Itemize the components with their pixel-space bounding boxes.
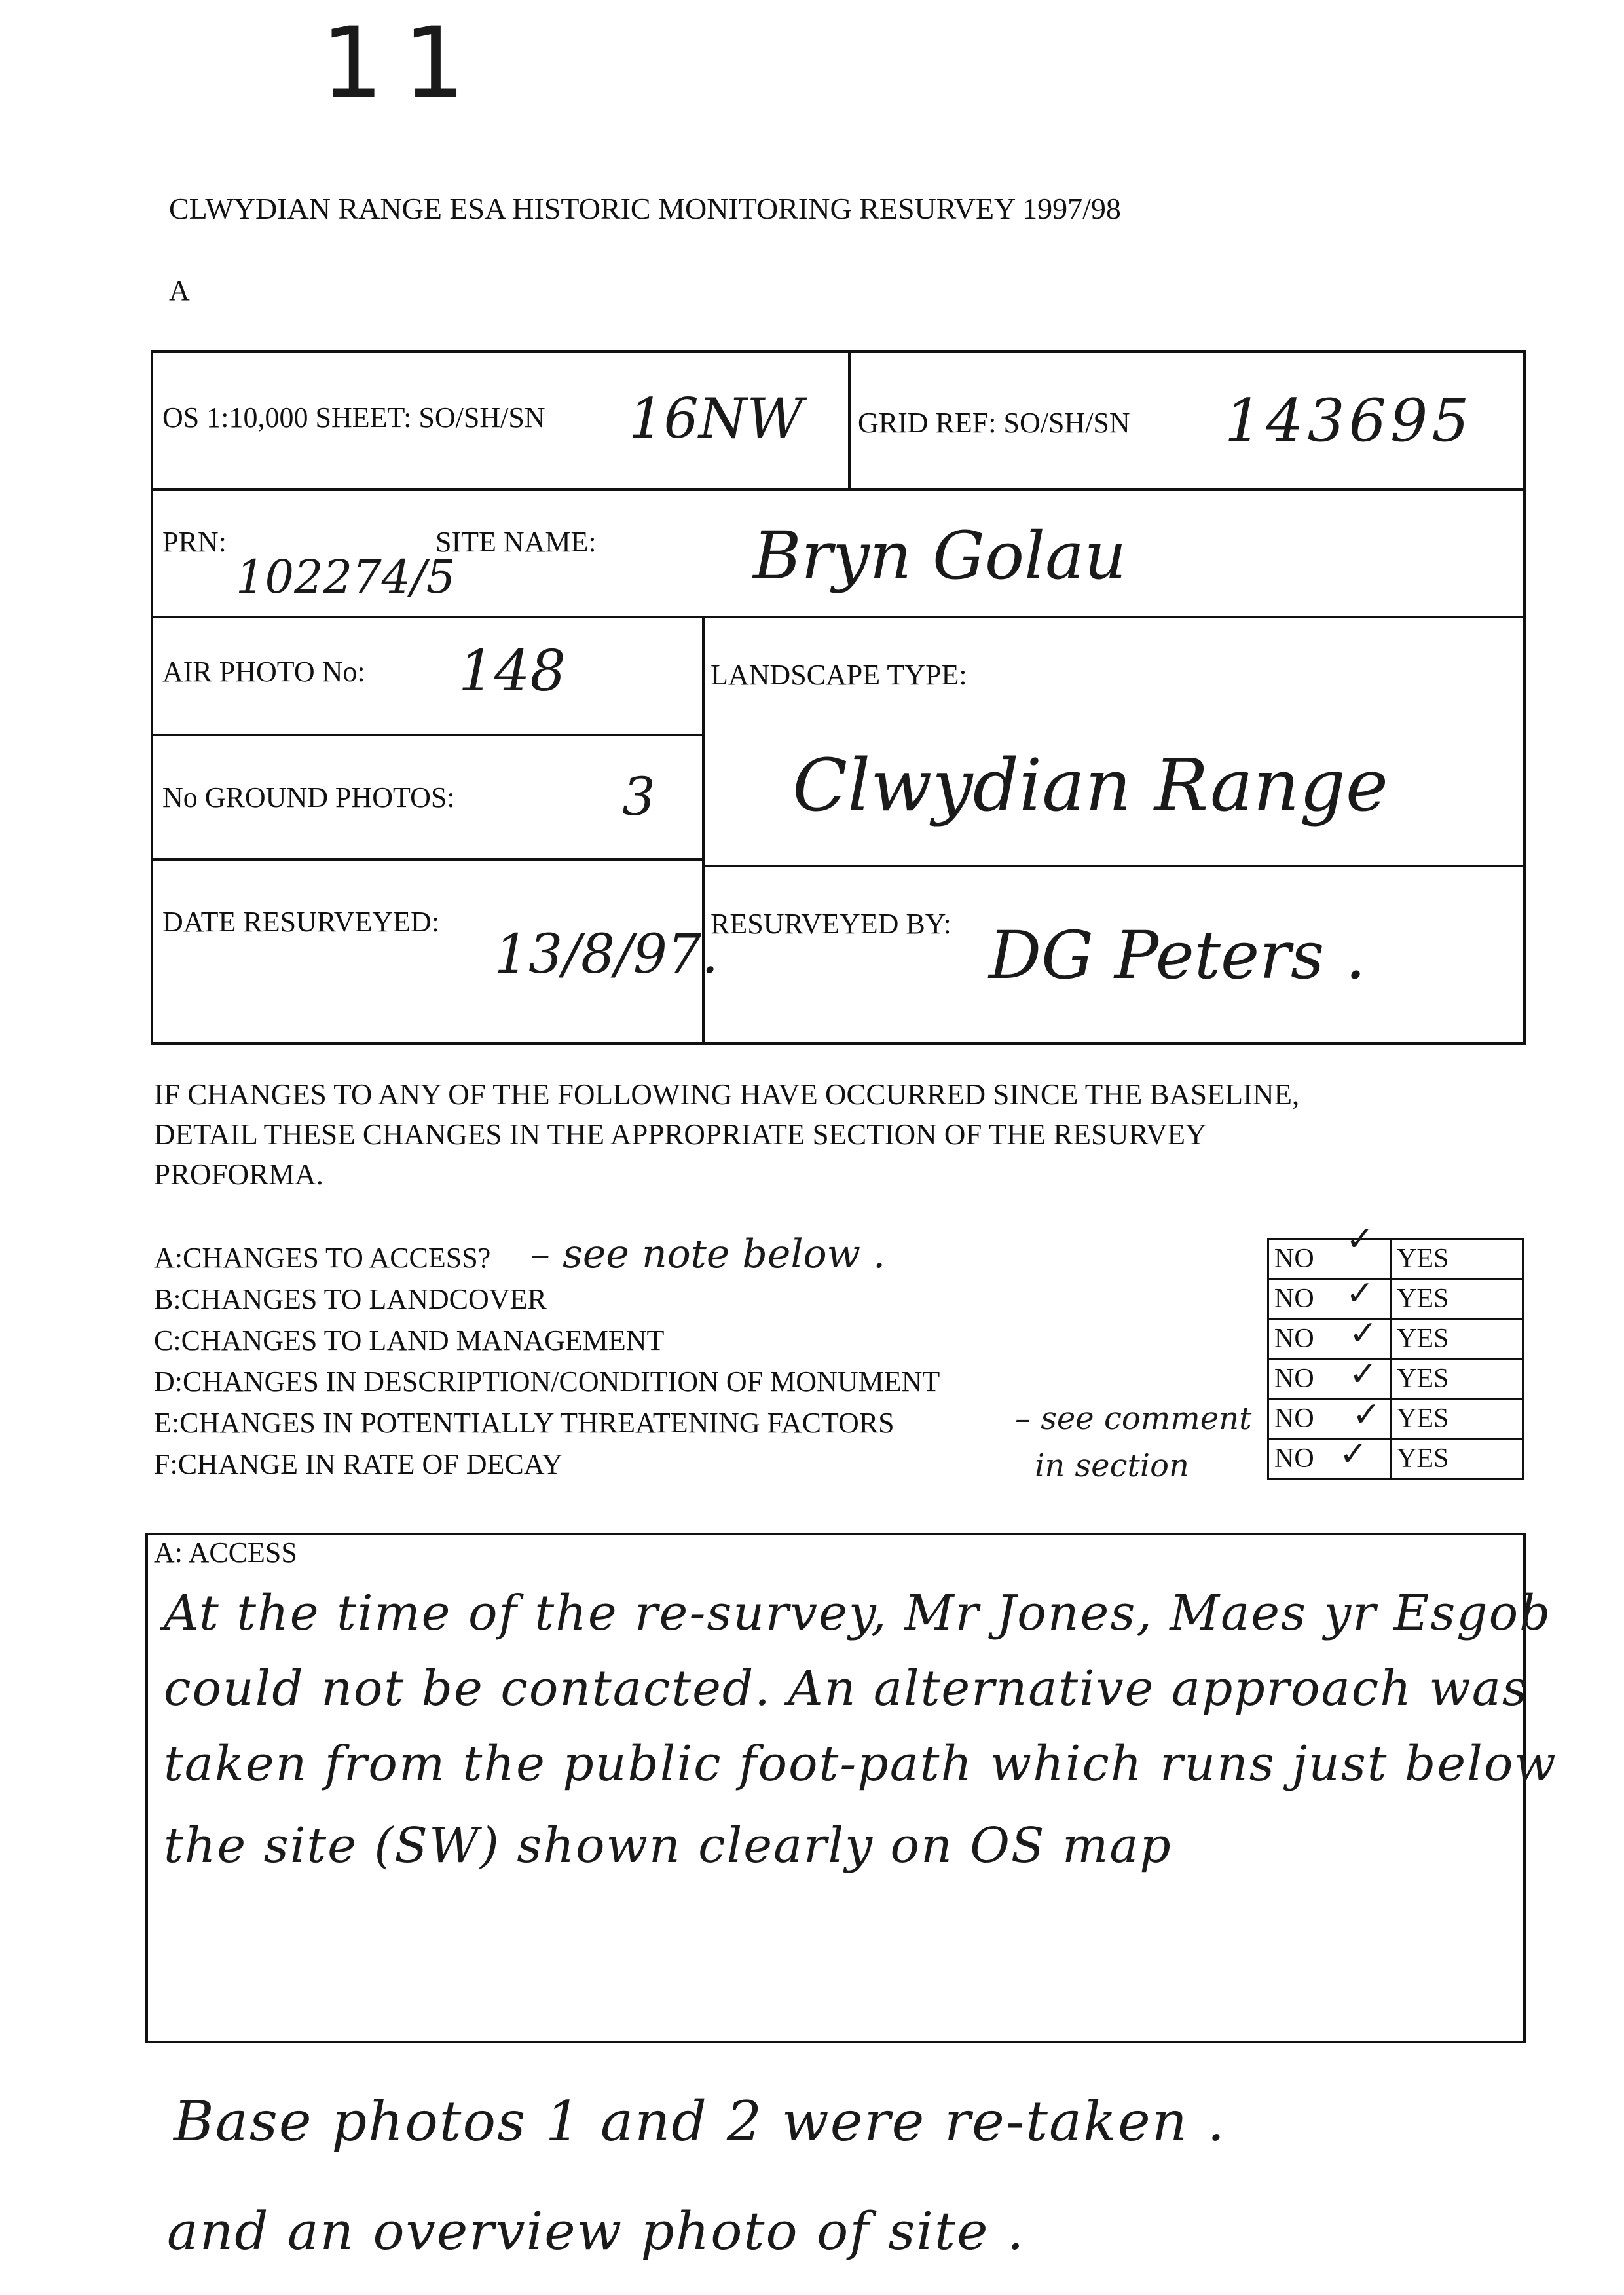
change-e-note: – see comment — [1015, 1400, 1252, 1437]
instruction-line-2: DETAIL THESE CHANGES IN THE APPROPRIATE SECTION OF THE RESURVEY — [154, 1118, 1207, 1151]
air-photo-label: AIR PHOTO No: — [162, 656, 365, 688]
date-resurveyed-label: DATE RESURVEYED: — [162, 906, 440, 938]
site-name-value: Bryn Golau — [753, 517, 1127, 594]
change-b-tick: ✓ — [1346, 1274, 1375, 1313]
footer-note-1: Base photos 1 and 2 were re-taken . — [174, 2089, 1227, 2154]
change-d-tick: ✓ — [1349, 1354, 1378, 1394]
access-line-3: taken from the public foot-path which runs just below — [164, 1736, 1557, 1792]
change-f-note: in section — [1035, 1447, 1189, 1484]
access-line-2: could not be contacted. An alternative approach was — [164, 1660, 1528, 1717]
os-sheet-label: OS 1:10,000 SHEET: SO/SH/SN — [162, 401, 545, 434]
landscape-type-label: LANDSCAPE TYPE: — [710, 659, 967, 691]
change-f-tick: ✓ — [1339, 1434, 1368, 1474]
change-b-yes[interactable]: YES — [1390, 1278, 1524, 1320]
prn-label: PRN: — [162, 526, 227, 558]
change-a-note: – see note below . — [530, 1231, 886, 1277]
resurveyed-by-label: RESURVEYED BY: — [710, 908, 951, 940]
change-c-label: C:CHANGES TO LAND MANAGEMENT — [154, 1324, 665, 1356]
ground-photos-value: 3 — [622, 766, 655, 827]
change-a-tick: ✓ — [1346, 1220, 1375, 1259]
change-e-yes[interactable]: YES — [1390, 1398, 1524, 1440]
change-c-no[interactable]: NO — [1267, 1318, 1392, 1360]
corner-mark: 11 — [321, 7, 485, 121]
instruction-line-3: PROFORMA. — [154, 1158, 323, 1191]
change-b-no[interactable]: NO — [1267, 1278, 1392, 1320]
date-resurveyed-value: 13/8/97. — [494, 924, 719, 986]
change-f-yes[interactable]: YES — [1390, 1438, 1524, 1480]
grid-ref-value: 143695 — [1225, 386, 1473, 455]
site-name-label: SITE NAME: — [435, 526, 597, 558]
change-d-yes[interactable]: YES — [1390, 1358, 1524, 1400]
change-e-no[interactable]: NO — [1267, 1398, 1392, 1440]
footer-note-2: and an overview photo of site . — [167, 2201, 1025, 2262]
change-e-label: E:CHANGES IN POTENTIALLY THREATENING FACTORS — [154, 1407, 895, 1439]
air-photo-value: 148 — [458, 639, 566, 704]
change-c-yes[interactable]: YES — [1390, 1318, 1524, 1360]
instruction-line-1: IF CHANGES TO ANY OF THE FOLLOWING HAVE OCCURRED SINCE THE BASELINE, — [154, 1078, 1300, 1111]
change-c-tick: ✓ — [1349, 1314, 1378, 1353]
os-sheet-value: 16NW — [629, 386, 803, 451]
grid-ref-label: GRID REF: SO/SH/SN — [858, 407, 1130, 439]
change-f-label: F:CHANGE IN RATE OF DECAY — [154, 1448, 563, 1480]
form-title: CLWYDIAN RANGE ESA HISTORIC MONITORING RESURVEY 1997/98 — [169, 192, 1121, 225]
resurveyed-by-value: DG Peters . — [989, 917, 1366, 994]
change-e-tick: ✓ — [1352, 1395, 1381, 1434]
change-a-no[interactable]: NO — [1267, 1238, 1392, 1280]
access-line-1: At the time of the re-survey, Mr Jones, Maes yr Esgob — [164, 1585, 1552, 1641]
change-a-label: A:CHANGES TO ACCESS? — [154, 1242, 491, 1274]
section-letter: A — [169, 274, 190, 307]
landscape-type-value: Clwydian Range — [792, 743, 1388, 827]
change-a-yes[interactable]: YES — [1390, 1238, 1524, 1280]
change-f-no[interactable]: NO — [1267, 1438, 1392, 1480]
change-d-label: D:CHANGES IN DESCRIPTION/CONDITION OF MONUMENT — [154, 1366, 940, 1398]
ground-photos-label: No GROUND PHOTOS: — [162, 781, 455, 813]
change-d-no[interactable]: NO — [1267, 1358, 1392, 1400]
change-b-label: B:CHANGES TO LANDCOVER — [154, 1283, 547, 1315]
prn-value: 102274/5 — [236, 550, 456, 604]
access-heading: A: ACCESS — [154, 1537, 297, 1569]
access-line-4: the site (SW) shown clearly on OS map — [164, 1818, 1172, 1874]
